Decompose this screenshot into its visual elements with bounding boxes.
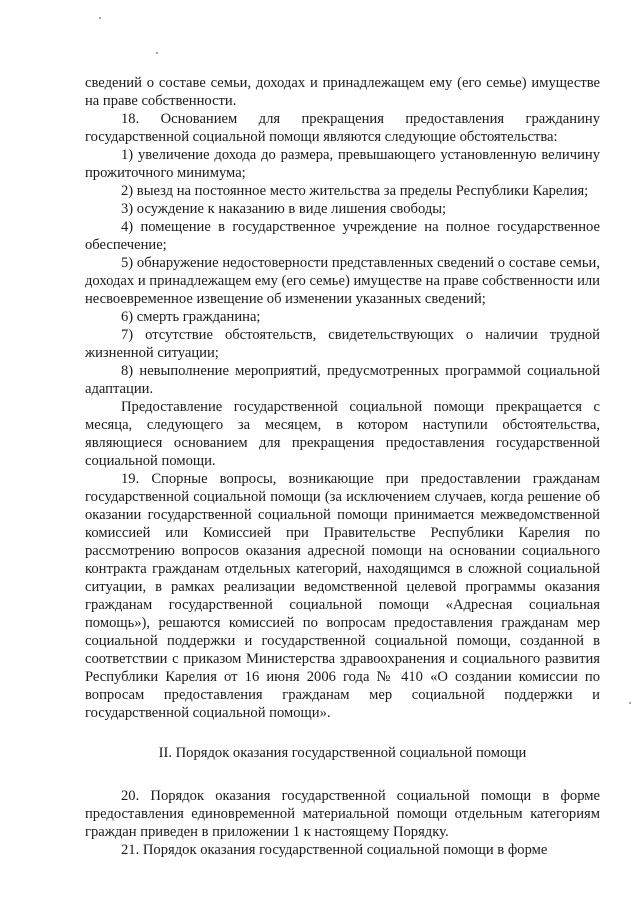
paragraphs-after	[85, 787, 600, 859]
document-page	[85, 74, 600, 859]
paragraph-p19: 19. Спорные вопросы, возникающие при предоставлении гражданам государственной социальной помощи (за исключением случаев, когда решение об оказании государственной социальной помощи принимается межведомственной комиссией или Комиссией при Правительстве Республики Карелия по рассмотрению вопросов оказания адресной помощи на основании социального контракта гражданам отдельных категорий, находящимся в сложной социальной ситуации, в рамках реализации ведомственной целевой программы оказания гражданам государственной социальной помощи «Адресная социальная помощь»), решаются комиссией по вопросам предоставления гражданам мер социальной поддержки и государственной социальной помощи, созданной в соответствии с приказом Министерства здравоохранения и социального развития Республики Карелия от 16 июня 2006 года № 410 «О создании комиссии по вопросам предоставления гражданам мер социальной поддержки и государственной социальной помощи».	[85, 471, 600, 721]
paragraph-p0: сведений о составе семьи, доходах и принадлежащем ему (его семье) имуществе на праве собственности.	[85, 75, 600, 109]
section-heading: II. Порядок оказания государственной социальной помощи	[158, 745, 527, 761]
paragraph-p18: 18. Основанием для прекращения предоставления гражданину государственной социальной помощи являются следующие обстоятельства:	[85, 111, 600, 145]
paragraph-p18-3: 3) осуждение к наказанию в виде лишения свободы;	[121, 201, 447, 217]
paragraph-p18-end: Предоставление государственной социальной помощи прекращается с месяца, следующего за месяцем, в котором наступили обстоятельства, являющиеся основанием для прекращения предоставления государственной социальной помощи.	[85, 399, 600, 469]
paragraph-p20: 20. Порядок оказания государственной социальной помощи в форме предоставления единовременной материальной помощи отдельным категориям граждан приведен в приложении 1 к настоящему Порядку.	[85, 788, 600, 840]
scan-speck	[99, 17, 101, 19]
paragraph-p18-6: 6) смерть гражданина;	[121, 309, 261, 325]
paragraph-p21: 21. Порядок оказания государственной социальной помощи в форме	[121, 842, 548, 858]
paragraph-p18-8: 8) невыполнение мероприятий, предусмотренных программой социальной адаптации.	[85, 363, 600, 397]
paragraphs-before	[85, 74, 600, 722]
paragraph-p18-2: 2) выезд на постоянное место жительства за пределы Республики Карелия;	[121, 183, 589, 199]
paragraph-p18-1: 1) увеличение дохода до размера, превышающего установленную величину прожиточного минимума;	[85, 147, 600, 181]
scan-speck	[629, 702, 631, 704]
paragraph-p18-7: 7) отсутствие обстоятельств, свидетельствующих о наличии трудной жизненной ситуации;	[85, 327, 600, 361]
paragraph-p18-4: 4) помещение в государственное учреждение на полное государственное обеспечение;	[85, 219, 600, 253]
paragraph-p18-5: 5) обнаружение недостоверности представленных сведений о составе семьи, доходах и принадлежащем ему (его семье) имуществе на праве собственности или несвоевременное извещение об изменении указанных сведений;	[85, 255, 600, 307]
scan-speck	[156, 52, 158, 54]
